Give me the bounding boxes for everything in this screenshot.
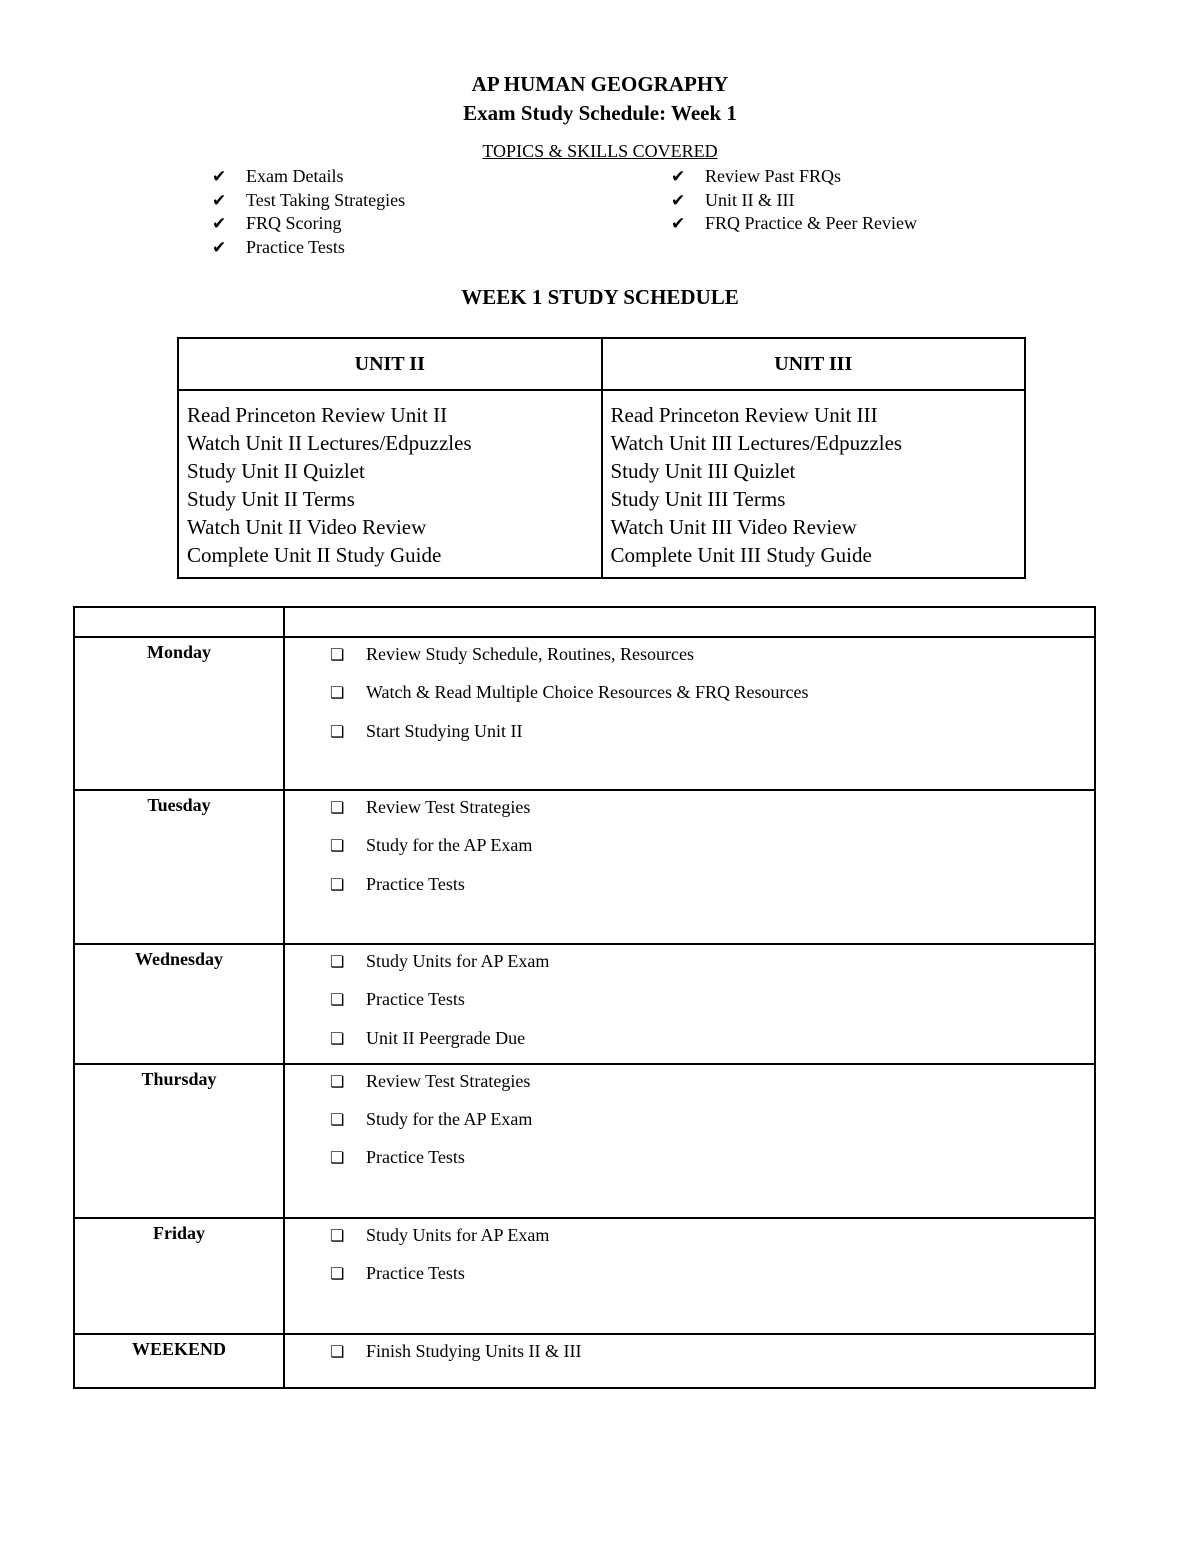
task-list <box>330 1338 1094 1376</box>
unit-iii-list <box>611 401 1017 569</box>
document-subtitle: Exam Study Schedule: Week 1 <box>463 101 737 125</box>
checkmark-icon: ✔ <box>212 237 227 257</box>
task-list <box>330 948 1094 1063</box>
topic-item <box>671 189 917 213</box>
topic-label: Review Past FRQs <box>705 166 842 186</box>
topic-item <box>212 212 405 236</box>
task-cell <box>284 1064 1095 1218</box>
topic-label: FRQ Scoring <box>246 213 342 233</box>
topic-label: Practice Tests <box>246 236 345 257</box>
day-label: Thursday <box>74 1064 284 1218</box>
empty-header-cell <box>284 607 1095 637</box>
task-list <box>330 1068 1094 1183</box>
checkbox-icon[interactable]: ❏ <box>330 1073 345 1091</box>
task-cell <box>284 1334 1095 1388</box>
task-cell <box>284 944 1095 1064</box>
checkmark-icon: ✔ <box>212 190 227 210</box>
checkbox-icon[interactable]: ❏ <box>330 1030 345 1048</box>
task-item[interactable] <box>330 641 1094 679</box>
topic-item <box>671 212 917 236</box>
list-item: Read Princeton Review Unit II <box>187 403 448 427</box>
task-label: Practice Tests <box>366 989 465 1010</box>
document-title: AP HUMAN GEOGRAPHY <box>471 72 729 96</box>
checkbox-icon[interactable]: ❏ <box>330 723 345 741</box>
task-item[interactable] <box>330 986 1094 1024</box>
list-item: Watch Unit III Lectures/Edpuzzles <box>610 431 903 455</box>
unit-iii-cell <box>602 390 1026 578</box>
checkmark-icon: ✔ <box>671 214 686 233</box>
checkbox-icon[interactable]: ❏ <box>330 1150 345 1168</box>
day-label: Wednesday <box>74 944 284 1064</box>
task-cell <box>284 637 1095 790</box>
checkmark-icon: ✔ <box>671 167 686 186</box>
task-item[interactable] <box>330 871 1094 909</box>
topic-label: Unit II & III <box>705 189 795 210</box>
task-item[interactable] <box>330 794 1094 832</box>
topic-item <box>671 165 917 189</box>
checkmark-icon: ✔ <box>671 190 686 210</box>
table-row <box>74 1334 1095 1388</box>
topic-item <box>212 236 405 260</box>
checkbox-icon[interactable]: ❏ <box>330 876 345 894</box>
task-list <box>330 641 1094 756</box>
checkbox-icon[interactable]: ❏ <box>330 1266 345 1284</box>
units-header-row <box>178 338 1025 390</box>
checkmark-icon: ✔ <box>212 214 227 233</box>
day-label: Tuesday <box>74 790 284 944</box>
topic-item <box>212 165 405 189</box>
checkmark-icon: ✔ <box>212 167 227 186</box>
task-item[interactable] <box>330 1260 1094 1298</box>
task-label: Study Units for AP Exam <box>366 951 550 971</box>
task-label: Practice Tests <box>366 1147 465 1168</box>
task-label: Review Study Schedule, Routines, Resources <box>366 644 694 664</box>
topics-heading: TOPICS & SKILLS COVERED <box>482 141 718 161</box>
schedule-heading: WEEK 1 STUDY SCHEDULE <box>461 285 739 309</box>
table-row <box>74 1064 1095 1218</box>
task-cell <box>284 790 1095 944</box>
checkbox-icon[interactable]: ❏ <box>330 992 345 1010</box>
task-label: Unit II Peergrade Due <box>366 1027 526 1048</box>
task-label: Practice Tests <box>366 873 465 894</box>
task-item[interactable] <box>330 1025 1094 1063</box>
empty-header-cell <box>74 607 284 637</box>
topics-list-left <box>212 165 405 259</box>
table-row <box>74 944 1095 1064</box>
table-row <box>74 637 1095 790</box>
unit-ii-header: UNIT II <box>178 338 602 390</box>
task-label: Study for the AP Exam <box>366 1109 533 1130</box>
task-item[interactable] <box>330 1106 1094 1144</box>
checkbox-icon[interactable]: ❏ <box>330 1112 345 1130</box>
list-item: Study Unit II Terms <box>187 487 355 511</box>
task-list <box>330 1222 1094 1299</box>
day-label: Friday <box>74 1218 284 1334</box>
table-row <box>74 1218 1095 1334</box>
list-item: Watch Unit II Video Review <box>187 515 427 539</box>
topic-item <box>212 189 405 213</box>
checkbox-icon[interactable]: ❏ <box>330 685 345 703</box>
topic-label: FRQ Practice & Peer Review <box>705 213 917 233</box>
topics-list-right <box>671 165 917 236</box>
checkbox-icon[interactable]: ❏ <box>330 647 345 664</box>
checkbox-icon[interactable]: ❏ <box>330 838 345 856</box>
task-label: Study Units for AP Exam <box>366 1224 550 1245</box>
day-label: Monday <box>74 637 284 790</box>
task-label: Review Test Strategies <box>366 1070 531 1091</box>
list-item: Watch Unit III Video Review <box>610 515 857 539</box>
table-row <box>74 790 1095 944</box>
task-label: Start Studying Unit II <box>366 720 523 741</box>
unit-ii-list <box>187 401 593 569</box>
task-label: Study for the AP Exam <box>366 835 533 856</box>
week-schedule-table <box>73 606 1096 1389</box>
list-item: Study Unit III Terms <box>610 487 786 511</box>
task-label: Practice Tests <box>366 1263 465 1284</box>
task-item[interactable] <box>330 718 1094 756</box>
unit-ii-cell <box>178 390 602 578</box>
task-item[interactable] <box>330 1144 1094 1182</box>
checkbox-icon[interactable]: ❏ <box>330 1227 345 1245</box>
task-label: Watch & Read Multiple Choice Resources & FRQ Resources <box>366 682 809 703</box>
task-label: Finish Studying Units II & III <box>366 1340 582 1361</box>
task-item[interactable] <box>330 1068 1094 1106</box>
checkbox-icon[interactable]: ❏ <box>330 954 345 971</box>
list-item: Watch Unit II Lectures/Edpuzzles <box>187 431 472 455</box>
unit-iii-header: UNIT III <box>602 338 1026 390</box>
week-header-row <box>74 607 1095 637</box>
task-item[interactable] <box>330 1338 1094 1376</box>
list-item: Study Unit III Quizlet <box>610 459 796 483</box>
task-item[interactable] <box>330 948 1094 986</box>
task-item[interactable] <box>330 679 1094 717</box>
task-item[interactable] <box>330 832 1094 870</box>
units-table <box>177 337 1026 579</box>
day-label: WEEKEND <box>74 1334 284 1388</box>
checkbox-icon[interactable]: ❏ <box>330 1343 345 1361</box>
task-label: Review Test Strategies <box>366 797 531 817</box>
task-list <box>330 794 1094 909</box>
task-item[interactable] <box>330 1222 1094 1260</box>
list-item: Complete Unit II Study Guide <box>187 543 442 567</box>
list-item: Complete Unit III Study Guide <box>610 543 872 567</box>
topic-label: Test Taking Strategies <box>246 189 406 210</box>
task-cell <box>284 1218 1095 1334</box>
units-body-row <box>178 390 1025 578</box>
list-item: Study Unit II Quizlet <box>187 459 365 483</box>
list-item: Read Princeton Review Unit III <box>610 403 878 427</box>
topic-label: Exam Details <box>246 166 344 186</box>
checkbox-icon[interactable]: ❏ <box>330 800 345 817</box>
